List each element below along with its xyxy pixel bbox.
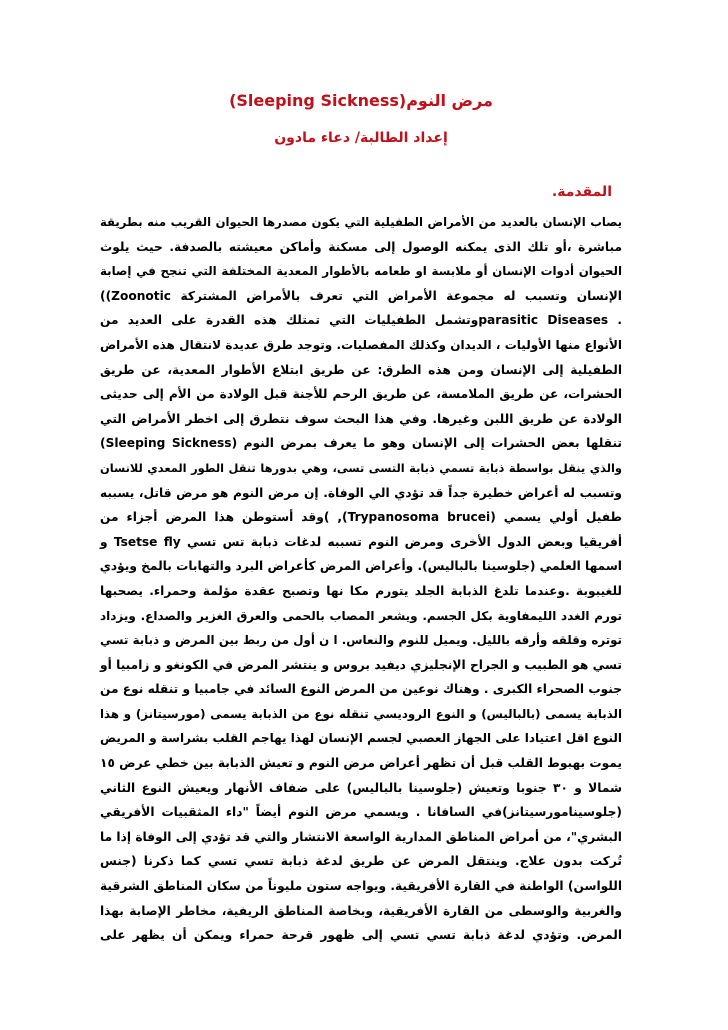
document-title: مرض النوم(Sleeping Sickness) — [229, 91, 493, 110]
text-line: (جلوسينامورسيتانز)في السافانا . ويسمي مرض النوم أيضاً "داء المثقبيات الأفريقي — [100, 805, 622, 820]
text-line: أفريقيا وبعض الدول الأخرى ومرض النوم تسببه لدغات ذبابة تس تسي Tsetse fly و — [100, 534, 622, 549]
text-line: الأنواع منها الأوليات ، الديدان وكذلك المفصليات. وتوجد طرق عديدة لانتقال هذه الأمراض — [100, 337, 622, 352]
text-line: والغربية والوسطى من القارة الأفريقية، وبخاصة المناطق الريفية، مخاطر الإصابة بهذا — [100, 903, 622, 918]
text-line: الإنسان وتسبب له مجموعة الأمراض التي تعرف بالأمراض المشتركة Zoonotic)) — [100, 288, 622, 303]
text-line: يصاب الإنسان بالعديد من الأمراض الطفيلية التي يكون مصدرها الحيوان القريب منه بطريقة — [100, 215, 622, 229]
document-author: إعداد الطالبة/ دعاء مادون — [274, 130, 448, 146]
text-line: . parasitic Diseasesوتشمل الطفيليات التي تمتلك هذه القدرة على العديد من — [100, 313, 622, 328]
text-line: تسي هو الطبيب و الجراح الإنجليزي ديفيد بروس و ينتشر المرض في الكونغو و زامبيا أو — [100, 657, 622, 672]
intro-heading: المقدمة. — [551, 184, 612, 200]
text-line: تُركت بدون علاج. وينتقل المرض عن طريق لدغة ذبابة تسي تسي كما ذكرنا (جنس — [100, 854, 622, 869]
body-paragraph — [100, 210, 622, 948]
text-line: والذي ينقل بواسطة ذبابة تسمي ذبابة التسى تسى، وهي بدورها تنقل الطور المعدي للانسان — [100, 460, 622, 475]
text-line: الولادة عن طريق اللبن وغيرها. وفي هذا البحث سوف نتطرق إلى اخطر الأمراض التي — [100, 411, 622, 426]
text-line: اللواسن) الواطنة في القارة الأفريقية. ويواجه ستون مليوناً من سكان المناطق الشرقية — [100, 879, 622, 894]
text-line: يموت بهبوط القلب قبل أن تظهر أعراض مرض النوم و تعيش الذبابة بين خطي عرض ١٥ — [100, 756, 622, 771]
text-line: النوع اقل اعتيادا على الجهاز العصبي لجسم الإنسان لهذا يهاجم القلب بشراسة و المريض — [100, 731, 622, 746]
text-line: اسمها العلمي (جلوسينا بالباليس). وأعراض المرض كأعراض البرد والتهابات بالمخ ويؤدي — [99, 559, 622, 574]
text-line: جنوب الصحراء الكبرى . وهناك نوعين من المرض النوع السائد في جامبيا و تنقله نوع من — [100, 682, 622, 697]
text-line: توتره وقلقه وأرقه بالليل. ويميل للنوم والنعاس. ا ن أول من ربط بين المرض و ذبابة تسي — [100, 633, 622, 648]
text-line: وتسبب له أعراض خطيرة جداً قد تؤدي الي الوفاة. إن مرض النوم هو مرض قاتل، يسببه — [100, 485, 622, 500]
text-line: الطفيلية إلى الإنسان ومن هذه الطرق: عن طريق ابتلاع الأطوار المعدية، عن طريق — [100, 362, 622, 377]
text-line: الحشرات، عن طريق الملامسة، عن طريق الرحم للأجنة قبل الولادة من الأم إلى حديثى — [100, 387, 622, 402]
text-line: المرض. وتؤدي لدغة ذبابة تسي تسي إلى ظهور قرحة حمراء ويمكن أن يظهر على — [100, 928, 622, 943]
text-line: تنقلها بعض الحشرات إلى الإنسان وهو ما يعرف بمرض النوم (Sleeping Sickness) — [100, 436, 623, 451]
text-line: للغيبوبة .وعندما تلدغ الذبابة الجلد يتورم مكا نها وتصبح عقدة مؤلمة وحمراء. يصحبها — [100, 583, 622, 598]
text-line: شمالا و ٣٠ جنوبا وتعيش (جلوسينا بالباليس) على ضفاف الأنهار ويعيش النوع الثاني — [100, 780, 622, 795]
text-line: تورم الغدد الليمفاوية بكل الجسم. ويشعر المصاب بالحمى والعرق الغزير والصداع. ويزداد — [100, 608, 622, 623]
text-line: البشري"، من أمراض المناطق المدارية الواسعة الانتشار والتي قد تؤدي إلى الوفاة إذا ما — [100, 829, 622, 844]
text-line: الحيوان أدوات الإنسان أو ملابسة او طعامه بالأطوار المعدية المختلفة التي تنجح في إصابة — [100, 264, 622, 279]
text-line: طفيل أولي يسمي (Trypanosoma brucei), )وقد أستوطن هذا المرض أجزاء من — [100, 510, 622, 525]
text-line: مباشرة ،أو تلك الذى يمكنه الوصول إلى مسكنة وأماكن معيشته بالصدفة. حيث يلوث — [100, 239, 622, 254]
text-line: الذبابة يسمى (بالباليس) و النوع الروديسي تنقله نوع من الذبابة يسمى (مورسيتانز) و هذا — [100, 706, 622, 721]
